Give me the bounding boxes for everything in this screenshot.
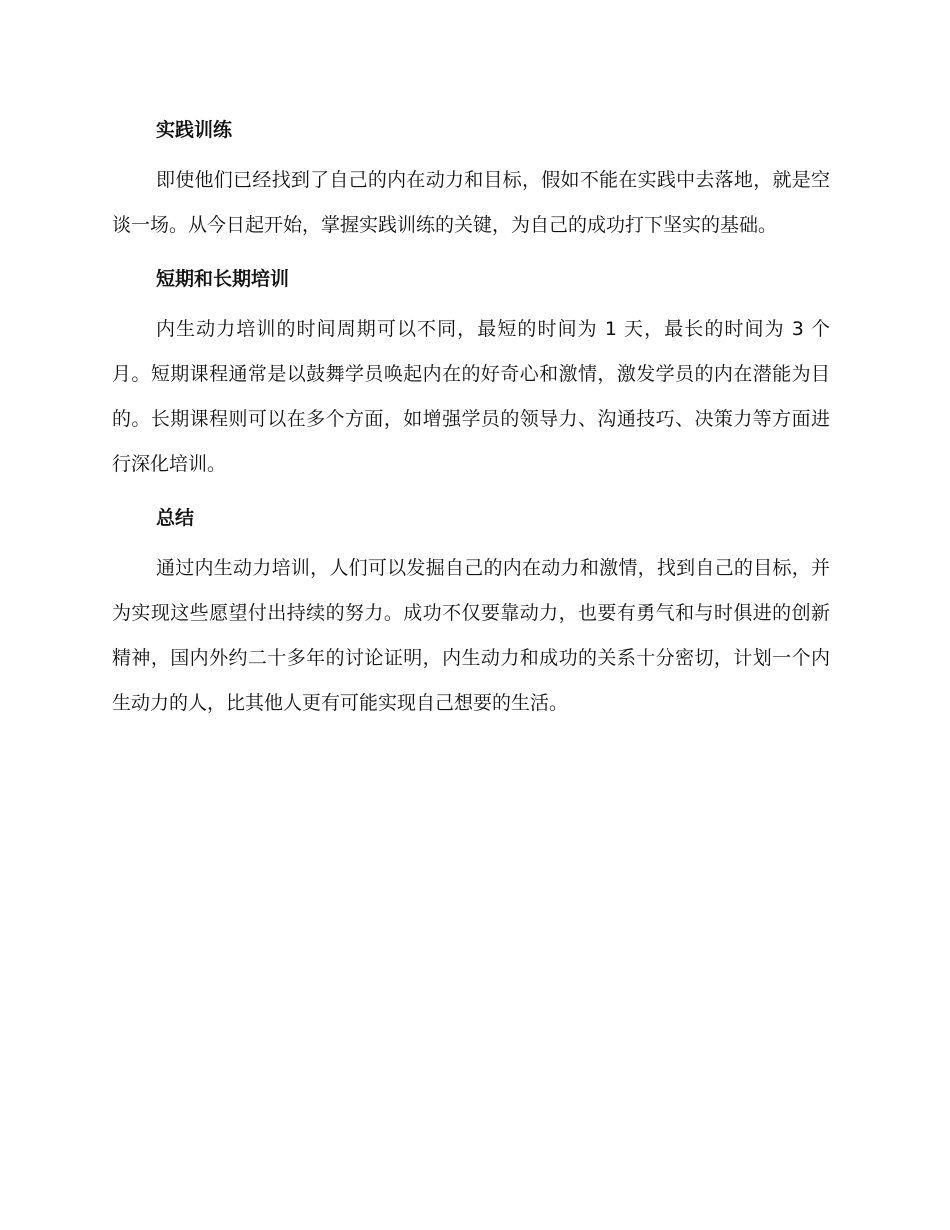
section-heading: 总结 [156, 507, 195, 529]
section-heading: 短期和长期培训 [156, 268, 290, 290]
section-summary [112, 498, 830, 726]
section-practice-training [112, 110, 830, 248]
section-paragraph: 通过内生动力培训，人们可以发掘自己的内在动力和激情，找到自己的目标，并为实现这些愿望付出持续的努力。成功不仅要靠动力，也要有勇气和与时俱进的创新精神，国内外约二十多年的讨论证明，内生动力和成功的关系十分密切，计划一个内生动力的人，比其他人更有可能实现自己想要的生活。 [112, 557, 830, 714]
section-paragraph: 内生动力培训的时间周期可以不同，最短的时间为 1 天，最长的时间为 3 个月。短期课程通常是以鼓舞学员唤起内在的好奇心和激情，激发学员的内在潜能为目的。长期课程则可以在多个方面，如增强学员的领导力、沟通技巧、决策力等方面进行深化培训。 [112, 318, 830, 475]
section-paragraph: 即使他们已经找到了自己的内在动力和目标，假如不能在实践中去落地，就是空谈一场。从今日起开始，掌握实践训练的关键，为自己的成功打下坚实的基础。 [112, 169, 830, 236]
section-short-long-training [112, 259, 830, 487]
document-body [112, 110, 830, 726]
section-heading: 实践训练 [156, 119, 233, 141]
